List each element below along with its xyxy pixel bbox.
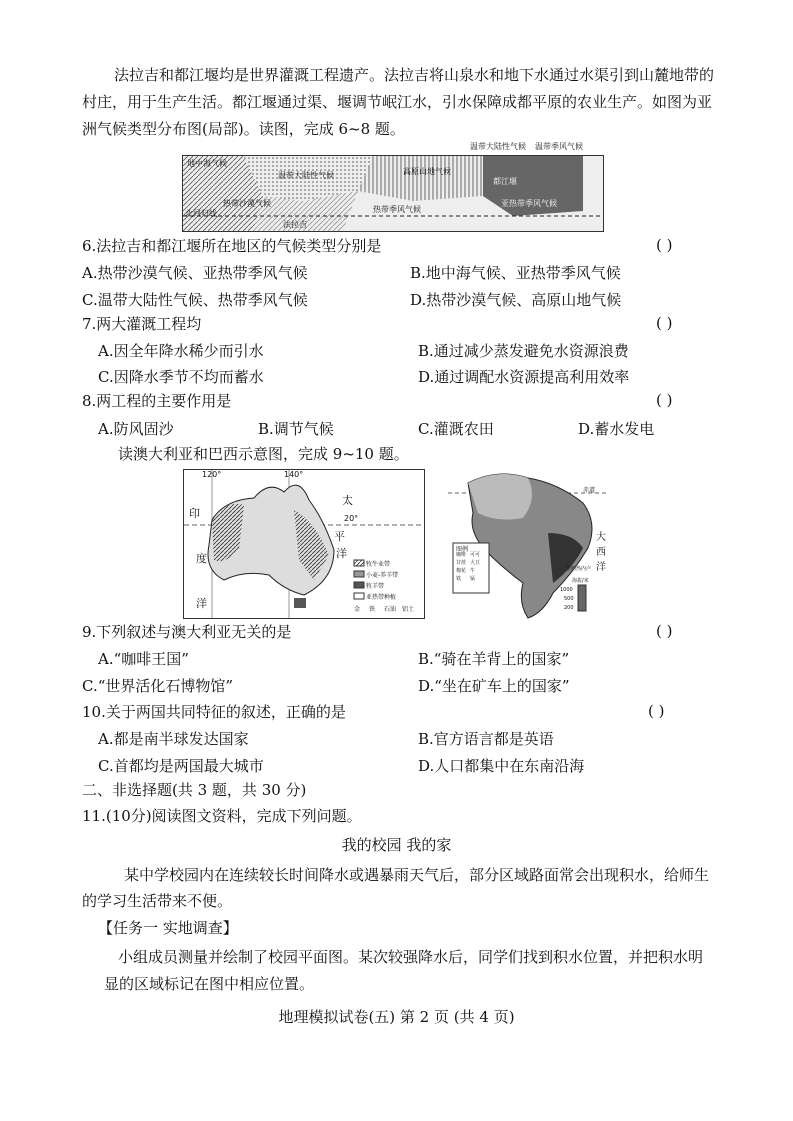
aus-legend-2: 小麦-养羊带 [366,572,399,579]
question-9-option-d: D.“坐在矿车上的国家” [418,677,570,695]
pacific-ocean-3: 洋 [336,547,347,560]
label-mediterranean: 地中海气候 [187,159,227,168]
question-6-option-c: C.温带大陆性气候、热带季风气候 [82,291,308,309]
question-9-stem: 9.下列叙述与澳大利亚无关的是 [82,623,292,641]
aus-legend-7: 石油 [384,606,397,613]
longitude-140: 140° [284,470,304,479]
question-9-option-c: C.“世界活化石博物馆” [82,677,234,695]
label-desert: 热带沙漠气候 [223,199,271,208]
question-10-option-b: B.官方语言都是英语 [418,730,554,748]
latitude-20: 20° [344,514,359,523]
aus-legend-4: 亚热带种植 [366,594,397,601]
question-8-option-b: B.调节气候 [258,420,334,438]
indian-ocean-2: 度 [196,552,207,565]
paragraph-2: 小组成员测量并绘制了校园平面图。某次较强降水后，同学们找到积水位置，并把积水明显的区域标记在图中相应位置。 [104,948,704,993]
aus-legend-1: 牧牛业带 [366,561,391,568]
brazil-legend-7: 铁 [456,576,462,582]
atlantic-ocean-1: 大 [596,532,606,543]
brazil-legend-1: 咖啡 [456,552,467,558]
brazil-legend-3: 甘蔗 [456,560,467,566]
label-falaji: 法拉吉 [283,220,307,229]
task-1-heading: 【任务一 实地调查】 [98,919,238,937]
question-8-option-c: C.灌溉农田 [418,420,494,438]
atlantic-ocean-2: 西 [596,547,606,558]
page-footer: 地理模拟试卷(五) 第 2 页 (共 4 页) [278,1008,515,1026]
question-11-stem: 11.(10分)阅读图文资料，完成下列问题。 [82,807,362,825]
question-8-option-a: A.防风固沙 [98,420,174,438]
question-7-stem: 7.两大灌溉工程均 [82,315,202,333]
equator-label: 赤道 [583,487,596,494]
label-dujiangyan: 都江堰 [493,177,517,186]
brazil-legend-title: 图例 [456,546,469,553]
label-temperate-monsoon: 温带季风气候 [535,142,583,151]
city-rio: 里约热内卢 [566,566,592,572]
brazil-legend-4: 大豆 [470,560,481,566]
label-tropical-monsoon: 热带季风气候 [373,205,421,214]
aus-legend-5: 金 [354,606,361,613]
intro-paragraph: 法拉吉和都江堰均是世界灌溉工程遗产。法拉吉将山泉水和地下水通过水渠引到山麓地带的村庄，用于生产生活。都江堰通过渠、堰调节岷江水，引水保障成都平原的农业生产。如图为亚洲气候类型分布图(局部)。读图，完成 6~8 题。 [82,66,715,138]
question-9-option-b: B.“骑在羊背上的国家” [418,650,570,668]
intro-2: 读澳大利亚和巴西示意图，完成 9~10 题。 [118,445,409,463]
aus-legend-8: 铝土 [402,606,415,613]
question-8-stem: 8.两工程的主要作用是 [82,392,232,410]
question-7-option-c: C.因降水季节不均而蓄水 [98,368,264,386]
brazil-legend-2: 可可 [470,552,481,558]
label-highland: 高原山地气候 [403,167,451,176]
question-10-answer-blank: ( ) [648,702,665,720]
question-6-stem: 6.法拉吉和都江堰所在地区的气候类型分别是 [82,237,382,255]
pacific-ocean-2: 平 [334,530,345,543]
brazil-map [448,463,608,623]
pacific-ocean-1: 太 [342,494,353,507]
elevation-200: 200 [564,605,574,611]
aus-legend-6: 铁 [369,606,376,613]
question-8-answer-blank: ( ) [656,391,673,409]
elevation-label: 海拔/米 [572,578,589,584]
australia-map [183,469,425,619]
brazil-legend-5: 棉花 [456,568,467,574]
question-6-answer-blank: ( ) [656,236,673,254]
elevation-500: 500 [564,596,574,602]
label-temperate-continental: 温带大陆性气候 [278,171,334,180]
question-6-option-d: D.热带沙漠气候、高原山地气候 [410,291,622,309]
question-8-option-d: D.蓄水发电 [578,420,655,438]
elevation-1000: 1000 [560,587,573,593]
label-temperate-continental-top: 温带大陆性气候 [470,142,526,151]
question-7-option-a: A.因全年降水稀少而引水 [98,342,264,360]
section-2-heading: 二、非选择题(共 3 题，共 30 分) [82,781,307,799]
question-10-option-d: D.人口都集中在东南沿海 [418,757,585,775]
question-10-stem: 10.关于两国共同特征的叙述，正确的是 [82,703,346,721]
subtitle: 我的校园 我的家 [341,836,452,854]
brazil-legend-8: 锰 [470,576,476,582]
label-subtropical-monsoon: 亚热带季风气候 [501,199,557,208]
asia-map-graphic [183,156,603,231]
indian-ocean-3: 洋 [196,597,207,610]
question-6-option-a: A.热带沙漠气候、亚热带季风气候 [82,264,308,282]
label-tropic-of-cancer: 北回归线 [185,209,217,218]
paragraph-1: 某中学校园内在连续较长时间降水或遇暴雨天气后，部分区域路面常会出现积水，给师生的学习生活带来不便。 [82,866,710,910]
brazil-legend-6: 牛 [470,568,476,574]
question-10-option-c: C.首都均是两国最大城市 [98,757,264,775]
indian-ocean-1: 印 [189,507,200,520]
question-7-option-b: B.通过减少蒸发避免水资源浪费 [418,342,629,360]
asia-climate-map [182,155,604,232]
question-9-answer-blank: ( ) [656,622,673,640]
question-7-option-d: D.通过调配水资源提高利用效率 [418,368,630,386]
question-9-option-a: A.“咖啡王国” [98,650,189,668]
longitude-120: 120° [202,470,222,479]
question-6-option-b: B.地中海气候、亚热带季风气候 [410,264,621,282]
question-10-option-a: A.都是南半球发达国家 [98,730,249,748]
aus-legend-3: 牧羊带 [366,583,385,590]
atlantic-ocean-3: 洋 [596,562,606,573]
question-7-answer-blank: ( ) [656,314,673,332]
